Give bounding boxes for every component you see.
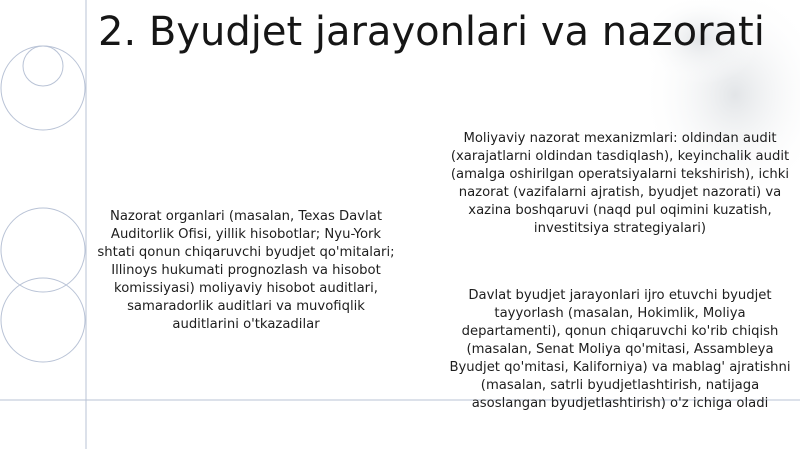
slide-title: 2. Byudjet jarayonlari va nazorati [98,9,765,55]
text-block-oversight: Nazorat organlari (masalan, Texas Davlat Auditorlik Ofisi, yillik hisobotlar; Nyu-York shtati qonun chiqaruvchi byudjet qo'mitalari; Illinoys hukumati prognozlash va hisobot komissiyasi) moliyaviy hisobot auditlari, samaradorlik auditlari va muvofiqlik auditlarini o'tkazadilar [97,209,395,332]
decorative-circle [1,278,85,362]
decorative-circle [1,208,85,292]
text-block-budget-process: Davlat byudjet jarayonlari ijro etuvchi byudjet tayyorlash (masalan, Hokimlik, Moliya departamenti), qonun chiqaruvchi ko'rib chiqish (masalan, Senat Moliya qo'mitasi, Assambleya Byudjet qo'mitasi, Kaliforniya) va mablag' ajratishni (masalan, satrli byudjetlashtirish, natijaga asoslangan byudjetlashtirish) o'z ichiga oladi [449,288,791,411]
decorative-circle [1,46,85,130]
decorative-circle [23,46,63,86]
text-block-financial-control: Moliyaviy nazorat mexanizmlari: oldindan audit (xarajatlarni oldindan tasdiqlash), keyinchalik audit (amalga oshirilgan operatsiyalarni tekshirish), ichki nazorat (vazifalarni ajratish, byudjet nazorati) va xazina boshqaruvi (naqd pul oqimini kuzatish, investitsiya strategiyalari) [450,131,790,236]
